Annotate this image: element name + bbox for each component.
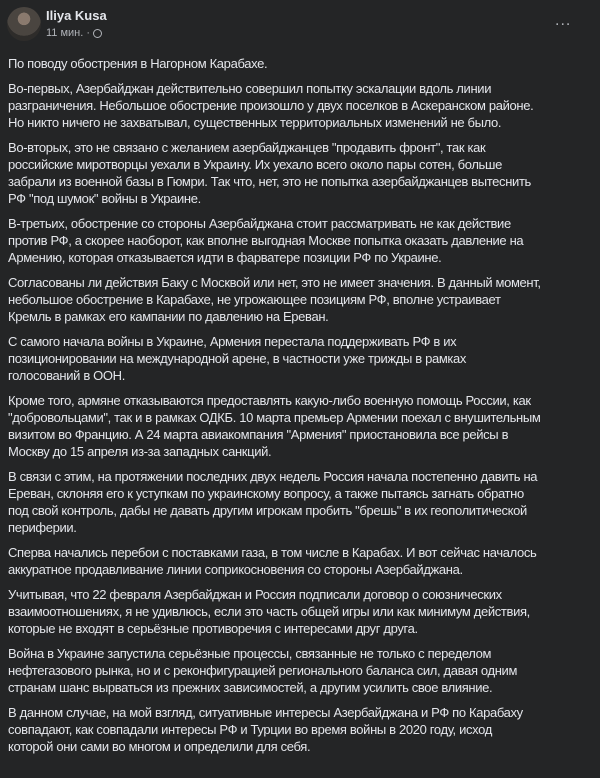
paragraph-line: Кремль в рамках его кампании по давлению на Ереван.: [8, 309, 329, 324]
paragraph-line: Армению, которая отказывается идти в фарватере позиции РФ по Украине.: [8, 250, 442, 265]
paragraph-line: разграничения. Небольшое обострение произошло у двух поселков в Аскеранском районе.: [8, 98, 534, 113]
paragraph-line: странам шанс вырваться из прежних зависимостей, а другим усилить свое влияние.: [8, 680, 493, 695]
paragraph-line: Во-вторых, это не связано с желанием азербайджанцев "продавить фронт", так как: [8, 140, 486, 155]
paragraph-line: "добровольцами", так и в рамках ОДКБ. 10 марта премьер Армении поехал с внушительным: [8, 410, 541, 425]
post-paragraph: [8, 333, 598, 384]
post-time[interactable]: 11 мин.: [46, 27, 84, 39]
post-text: [8, 55, 598, 763]
paragraph-line: которые не входят в серьёзные противоречия с интересами друг друга.: [8, 621, 418, 636]
post-paragraph: [8, 55, 598, 72]
paragraph-line: Сперва начались перебои с поставками газа, в том числе в Карабах. И вот сейчас началось: [8, 545, 537, 560]
globe-icon: [93, 29, 102, 38]
post-paragraph: [8, 139, 598, 207]
paragraph-line: под свой контроль, дабы не давать другим игрокам пробить "брешь" в их геополитической: [8, 503, 527, 518]
paragraph-line: Учитывая, что 22 февраля Азербайджан и Россия подписали договор о союзнических: [8, 587, 502, 602]
more-options-button[interactable]: ...: [555, 12, 572, 29]
paragraph-line: Ереван, склоняя его к уступкам по украинскому вопросу, а также пытаясь загнать обратно: [8, 486, 524, 501]
paragraph-line: взаимоотношениях, я не удивлюсь, если это часть общей игры или как минимум действия,: [8, 604, 530, 619]
author-avatar[interactable]: [7, 7, 41, 41]
paragraph-line: небольшое обострение в Карабахе, не угрожающее позициям РФ, вполне устраивает: [8, 292, 501, 307]
author-name[interactable]: Iliya Kusa: [46, 8, 107, 23]
paragraph-line: Кроме того, армяне отказываются предоставлять какую-либо военную помощь России, как: [8, 393, 531, 408]
paragraph-line: которой они сами во многом и определили для себя.: [8, 739, 311, 754]
paragraph-line: Но никто ничего не захватывал, существенных территориальных изменений не было.: [8, 115, 502, 130]
paragraph-line: В связи с этим, на протяжении последних двух недель Россия начала постепенно давить на: [8, 469, 538, 484]
paragraph-line: российские миротворцы уехали в Украину. Их уехало всего около пары сотен, больше: [8, 157, 502, 172]
paragraph-line: нефтегазового рынка, но и с реконфигурацией регионального баланса сил, давая одним: [8, 663, 518, 678]
post-paragraph: [8, 215, 598, 266]
paragraph-line: забрали из военной базы в Гюмри. Так что, нет, это не попытка азербайджанцев вытеснить: [8, 174, 531, 189]
paragraph-line: Во-первых, Азербайджан действительно совершил попытку эскалации вдоль линии: [8, 81, 492, 96]
post-paragraph: [8, 274, 598, 325]
paragraph-line: С самого начала войны в Украине, Армения перестала поддерживать РФ в их: [8, 334, 457, 349]
paragraph-line: аккуратное продавливание линии соприкосновения со стороны Азербайджана.: [8, 562, 463, 577]
post-paragraph: [8, 645, 598, 696]
post-paragraph: [8, 392, 598, 460]
paragraph-line: По поводу обострения в Нагорном Карабахе.: [8, 56, 268, 71]
paragraph-line: В-третьих, обострение со стороны Азербайджана стоит рассматривать не как действие: [8, 216, 511, 231]
post-paragraph: [8, 80, 598, 131]
paragraph-line: периферии.: [8, 520, 77, 535]
paragraph-line: позиционировании на международной арене, в частности уже трижды в рамках: [8, 351, 467, 366]
paragraph-line: Война в Украине запустила серьёзные процессы, связанные не только с переделом: [8, 646, 492, 661]
paragraph-line: Согласованы ли действия Баку с Москвой или нет, это не имеет значения. В данный момент,: [8, 275, 541, 290]
paragraph-line: РФ "под шумок" войны в Украине.: [8, 191, 201, 206]
paragraph-line: В данном случае, на мой взгляд, ситуативные интересы Азербайджана и РФ по Карабаху: [8, 705, 523, 720]
post-paragraph: [8, 544, 598, 578]
post-paragraph: [8, 586, 598, 637]
post-meta: [46, 27, 102, 39]
paragraph-line: совпадают, как совпадали интересы РФ и Турции во время войны в 2020 году, исход: [8, 722, 492, 737]
post-paragraph: [8, 704, 598, 755]
paragraph-line: визитом во Францию. А 24 марта авиакомпания "Армения" приостановила все рейсы в: [8, 427, 509, 442]
post-paragraph: [8, 468, 598, 536]
paragraph-line: голосований в ООН.: [8, 368, 125, 383]
paragraph-line: Москву до 15 апреля из-за западных санкций.: [8, 444, 272, 459]
meta-separator: ·: [86, 27, 90, 39]
paragraph-line: против РФ, а скорее наоборот, как вполне выгодная Москве попытка оказать давление на: [8, 233, 524, 248]
